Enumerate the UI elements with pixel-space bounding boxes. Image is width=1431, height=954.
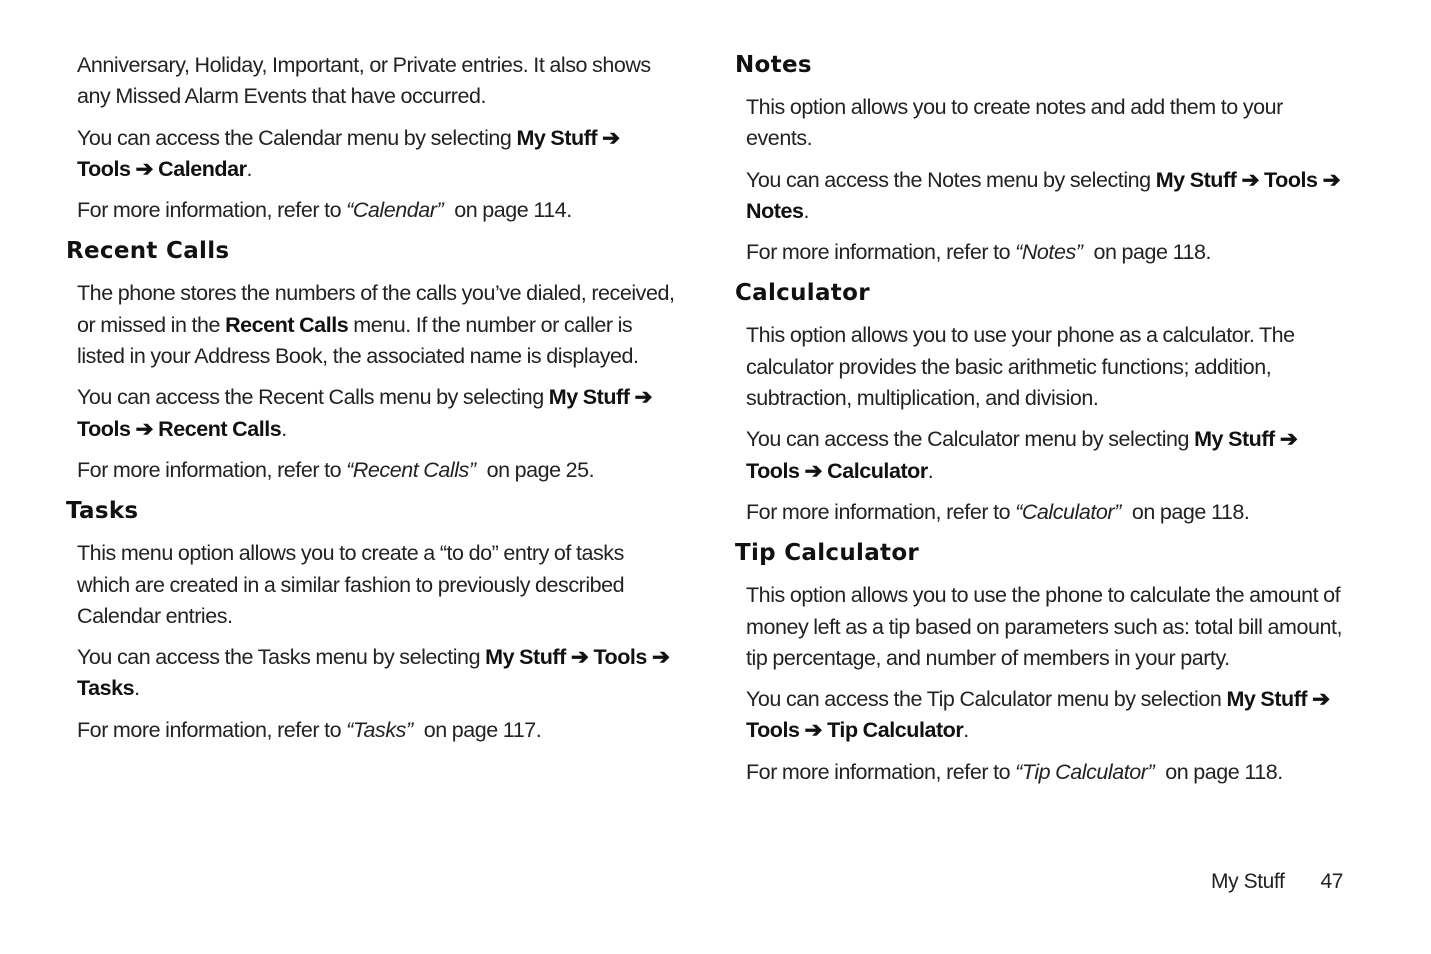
arrow-icon: ➔ [1322,167,1341,192]
path-calendar: Calendar [158,156,247,181]
reference-title: “Tasks” [346,717,413,742]
path-calculator: Calculator [827,458,928,483]
calendar-access-path: You can access the Calendar menu by selecting My Stuff ➔ Tools ➔ Calendar. [77,125,620,181]
path-tools: Tools [1264,167,1318,192]
recent-calls-access-path: You can access the Recent Calls menu by selecting My Stuff ➔ Tools ➔ Recent Calls. [77,385,653,441]
path-tools: Tools [77,416,131,441]
path-tasks: Tasks [77,676,135,701]
calendar-description: Anniversary, Holiday, Important, or Private entries. It also shows any Missed Alarm Events that have occurred. [77,53,651,109]
reference-title: “Calendar” [346,198,444,223]
arrow-icon: ➔ [804,718,823,743]
reference-title: “Calculator” [1015,499,1121,524]
path-my-stuff: My Stuff [548,385,630,410]
reference-title: “Tip Calculator” [1015,759,1155,784]
arrow-icon: ➔ [602,125,620,150]
footer-section-name: My Stuff [1210,870,1285,893]
arrow-icon: ➔ [570,645,589,670]
tip-calculator-description: This option allows you to use the phone to calculate the amount of money left as a tip based on parameters such as: total bill amount, tip percentage, and number of members in your party. [746,583,1343,670]
calendar-reference: For more information, refer to “Calendar” on page 114. [77,198,572,223]
path-notes: Notes [746,198,804,223]
calculator-description: This option allows you to use your phone as a calculator. The calculator provides the basic arithmetic functions; addition, subtraction, multiplication, and division. [746,323,1295,411]
section-heading-calculator: Calculator [735,280,870,307]
arrow-icon: ➔ [651,645,670,670]
path-my-stuff: My Stuff [516,125,598,150]
arrow-icon: ➔ [135,156,154,181]
section-heading-tip-calculator: Tip Calculator [735,540,920,567]
reference-title: “Notes” [1015,240,1083,265]
arrow-icon: ➔ [804,458,823,483]
reference-title: “Recent Calls” [346,457,476,482]
path-tools: Tools [593,645,647,670]
path-tools: Tools [746,718,800,743]
tasks-access-path: You can access the Tasks menu by selecting My Stuff ➔ Tools ➔ Tasks. [77,645,670,701]
path-my-stuff: My Stuff [1155,167,1237,192]
right-column [735,50,1347,798]
section-heading-recent-calls: Recent Calls [66,238,230,265]
path-tools: Tools [77,156,131,181]
recent-calls-reference: For more information, refer to “Recent Calls” on page 25. [77,457,595,482]
path-my-stuff: My Stuff [1194,427,1275,452]
page-footer [1211,867,1343,897]
arrow-icon: ➔ [1279,427,1298,452]
notes-access-path: You can access the Notes menu by selecting My Stuff ➔ Tools ➔ Notes. [746,167,1341,223]
recent-calls-description: The phone stores the numbers of the calls you’ve dialed, received, or missed in the Recent Calls menu. If the number or caller is listed in your Address Book, the associated name is displayed. [77,281,675,369]
path-my-stuff: My Stuff [485,645,566,670]
arrow-icon: ➔ [1241,167,1260,192]
arrow-icon: ➔ [135,416,154,441]
tip-calculator-reference: For more information, refer to “Tip Calculator” on page 118. [746,759,1283,784]
path-my-stuff: My Stuff [1226,687,1308,712]
notes-reference: For more information, refer to “Notes” on page 118. [746,240,1212,265]
page-number: 47 [1320,870,1343,893]
tasks-reference: For more information, refer to “Tasks” on page 117. [77,717,542,742]
notes-description: This option allows you to create notes and add them to your events. [746,95,1283,151]
tasks-description: This menu option allows you to create a “to do” entry of tasks which are created in a similar fashion to previously described Calendar entries. [77,541,625,628]
calculator-access-path: You can access the Calculator menu by selecting My Stuff ➔ Tools ➔ Calculator. [746,427,1298,483]
path-tip-calculator: Tip Calculator [827,718,964,743]
section-heading-tasks: Tasks [66,498,139,525]
tip-calculator-access-path: You can access the Tip Calculator menu by selection My Stuff ➔ Tools ➔ Tip Calculator. [746,687,1330,743]
section-heading-notes: Notes [735,52,812,78]
arrow-icon: ➔ [1312,687,1330,712]
arrow-icon: ➔ [634,385,653,410]
left-column [66,50,678,756]
calculator-reference: For more information, refer to “Calculator” on page 118. [746,499,1250,524]
path-tools: Tools [746,458,800,483]
path-recent-calls: Recent Calls [158,416,282,441]
